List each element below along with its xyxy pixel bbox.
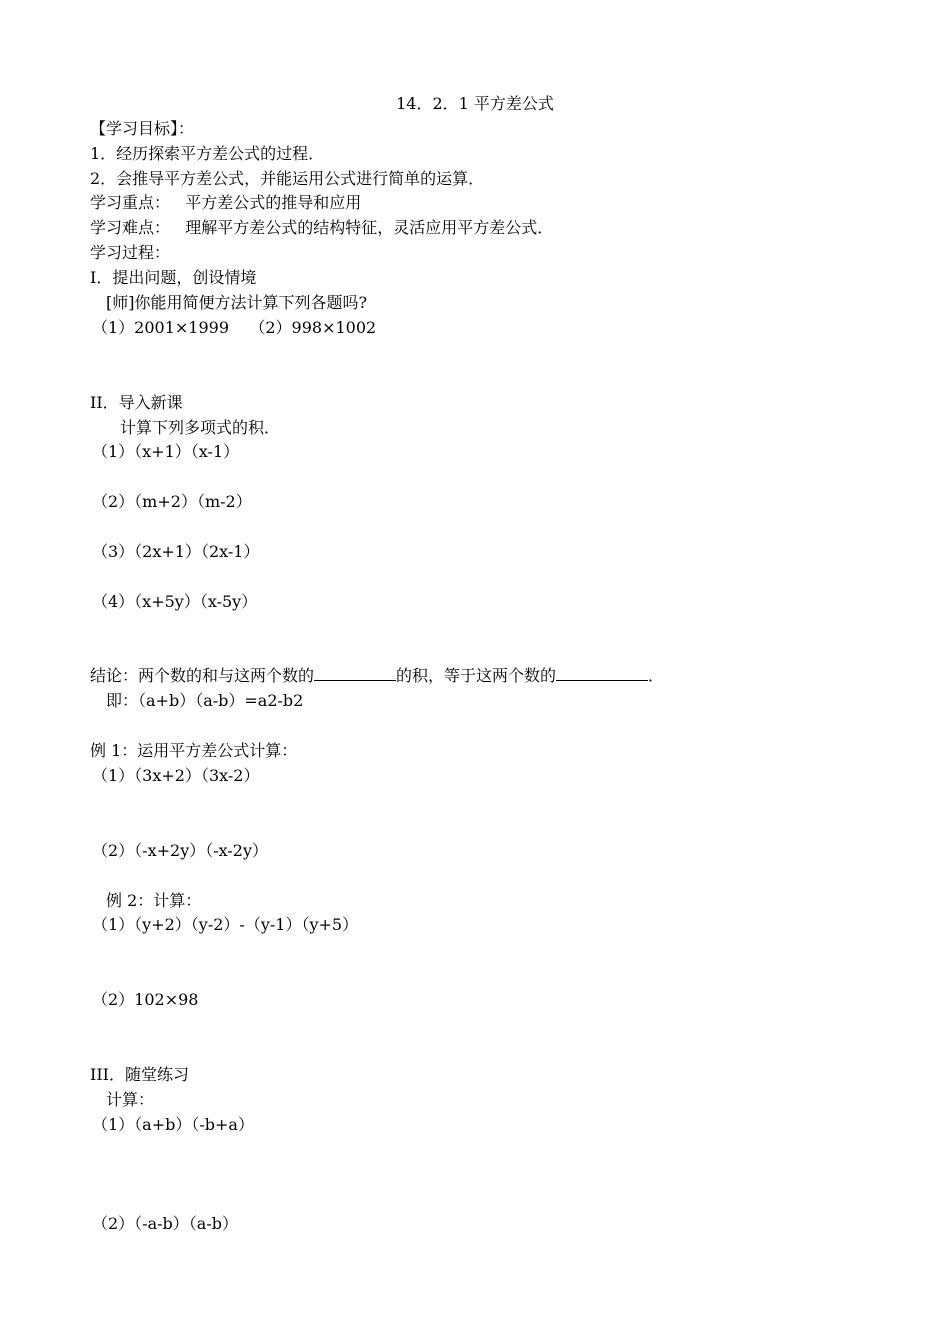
example-2-item-1: （1）（y+2）（y-2）-（y-1）（y+5）	[92, 915, 359, 934]
objective-2: 2．会推导平方差公式，并能运用公式进行简单的运算．	[90, 169, 485, 188]
conclusion-text-2: 的积，等于这两个数的	[396, 666, 557, 685]
section-2-instruction: 计算下列多项式的积．	[120, 418, 281, 437]
example-1-item-2: （2）（-x+2y）（-x-2y）	[92, 841, 269, 860]
conclusion-text-3: ．	[648, 666, 665, 685]
page-title: 14．2．1 平方差公式	[396, 94, 554, 113]
conclusion-text-1: 结论：两个数的和与这两个数的	[90, 666, 315, 685]
section-1-heading: I．提出问题，创设情境	[90, 268, 257, 287]
formula-line: 即：（a+b）（a-b）=a2-b2	[106, 691, 304, 710]
conclusion-line	[90, 666, 664, 686]
question-items: （1）2001×1999 （2）998×1002	[92, 318, 377, 337]
section-3-instruction: 计算：	[106, 1090, 155, 1109]
teacher-question: [师]你能用简便方法计算下列各题吗?	[106, 293, 368, 312]
example-2-heading: 例 2：计算：	[106, 891, 202, 910]
exercise-4: （4）（x+5y）（x-5y）	[92, 592, 258, 611]
key-point: 学习重点： 平方差公式的推导和应用	[90, 193, 362, 212]
exercise-2: （2）（m+2）（m-2）	[92, 492, 252, 511]
objective-1: 1．经历探索平方差公式的过程．	[90, 144, 325, 163]
section-2-heading: II．导入新课	[90, 393, 183, 412]
example-1-heading: 例 1：运用平方差公式计算：	[90, 741, 298, 760]
blank-1	[314, 666, 396, 681]
practice-2: （2）（-a-b）（a-b）	[92, 1214, 238, 1233]
blank-2	[556, 666, 648, 681]
exercise-1: （1）（x+1）（x-1）	[92, 442, 240, 461]
example-2-item-2: （2）102×98	[92, 990, 199, 1009]
section-objectives-heading: 【学习目标】：	[90, 119, 195, 138]
process-heading: 学习过程：	[90, 243, 171, 262]
practice-1: （1）（a+b）（-b+a）	[92, 1115, 254, 1134]
example-1-item-1: （1）（3x+2）（3x-2）	[92, 766, 260, 785]
section-3-heading: III．随堂练习	[90, 1065, 189, 1084]
difficult-point: 学习难点： 理解平方差公式的结构特征，灵活应用平方差公式．	[90, 218, 554, 237]
exercise-3: （3）（2x+1）（2x-1）	[92, 542, 260, 561]
